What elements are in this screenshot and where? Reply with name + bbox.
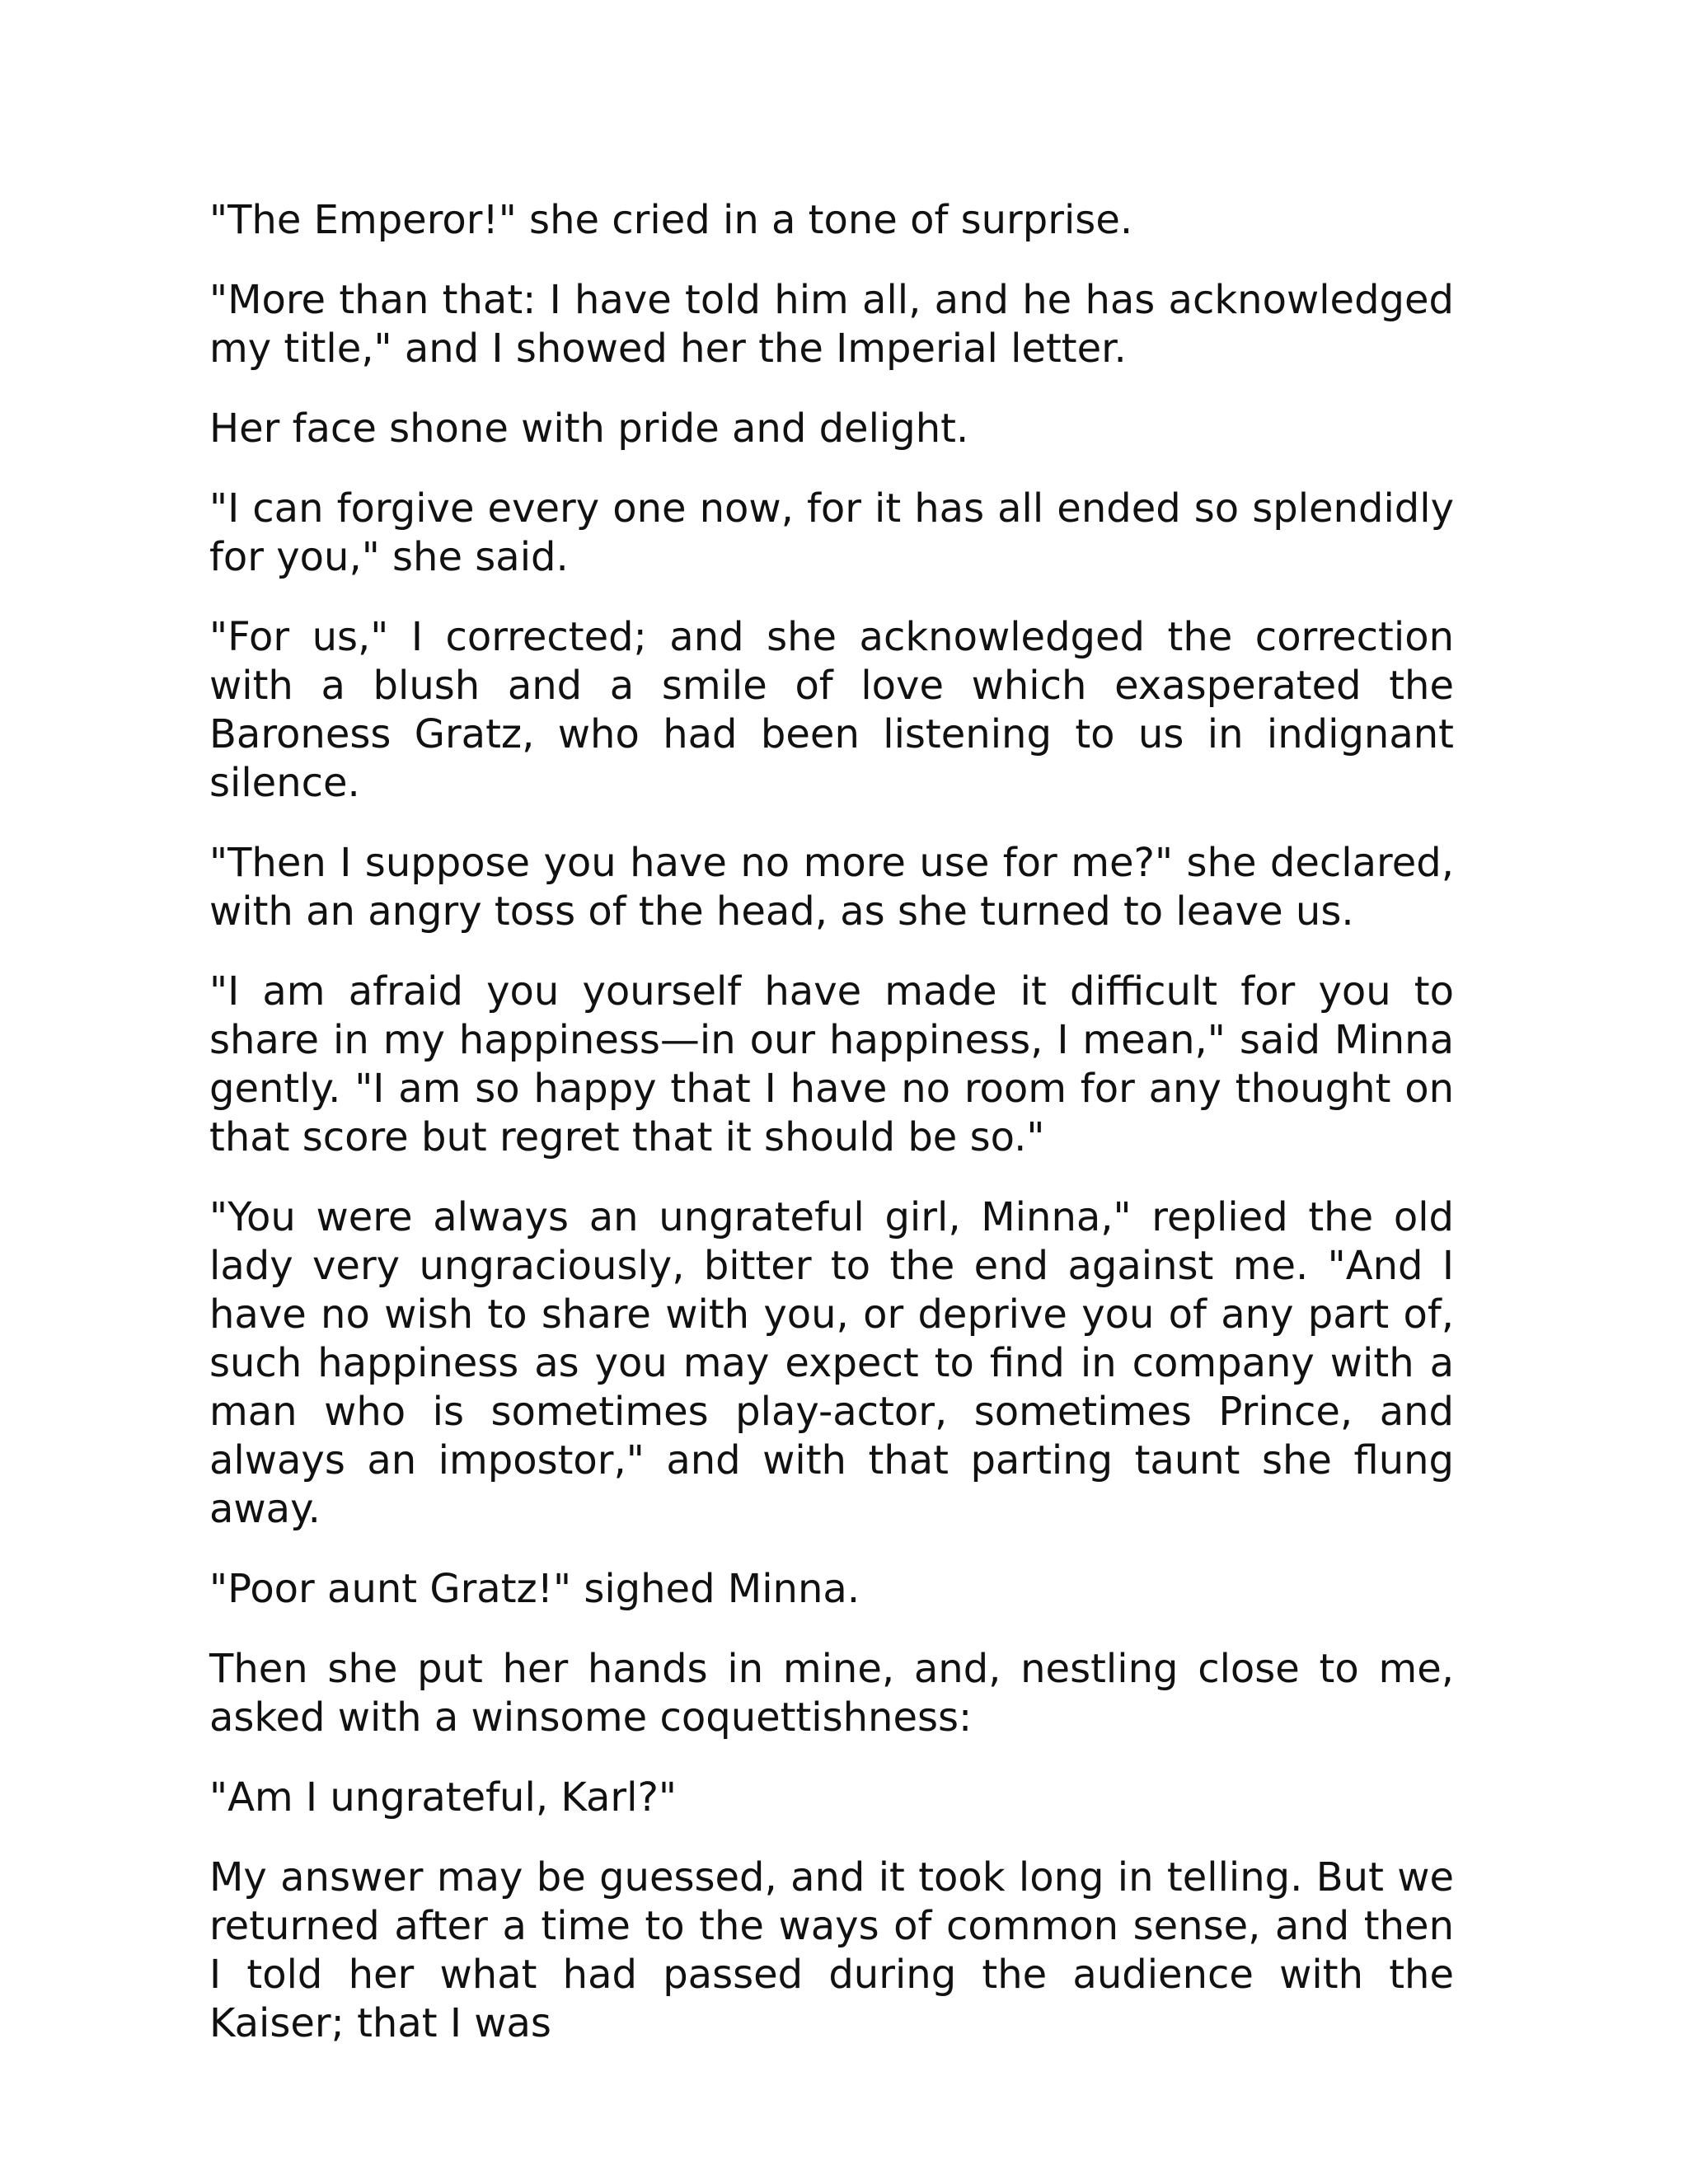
paragraph-2: "More than that: I have told him all, and he has acknowledged my title," and I showed her the Imperial letter. [209, 277, 1454, 372]
paragraph-5: "For us," I corrected; and she acknowledged the correction with a blush and a smile of love which exasperated the Baroness Gratz, who had been listening to us in indignant silence. [209, 614, 1454, 806]
paragraph-10: Then she put her hands in mine, and, nestling close to me, asked with a winsome coquettishness: [209, 1646, 1454, 1741]
paragraph-6: "Then I suppose you have no more use for me?" she declared, with an angry toss of the head, as she turned to leave us. [209, 840, 1454, 935]
page-body [209, 196, 1454, 2048]
paragraph-8: "You were always an ungrateful girl, Minna," replied the old lady very ungraciously, bitter to the end against me. "And I have no wish to share with you, or deprive you of any part of, such happiness as you may expect to find in company with a man who is sometimes play-actor, sometimes Prince, and always an impostor," and with that parting taunt she flung away. [209, 1194, 1454, 1532]
paragraph-11: "Am I ungrateful, Karl?" [209, 1774, 677, 1821]
paragraph-3: Her face shone with pride and delight. [209, 405, 969, 452]
paragraph-7: "I am afraid you yourself have made it difficult for you to share in my happiness—in our happiness, I mean," said Minna gently. "I am so happy that I have no room for any thought on that score but regret that it should be so." [209, 968, 1454, 1160]
paragraph-12: My answer may be guessed, and it took long in telling. But we returned after a time to the ways of common sense, and then I told her what had passed during the audience with the Kaiser; that I was [209, 1854, 1454, 2046]
paragraph-1: "The Emperor!" she cried in a tone of surprise. [209, 197, 1133, 243]
paragraph-4: "I can forgive every one now, for it has all ended so splendidly for you," she said. [209, 485, 1454, 580]
paragraph-9: "Poor aunt Gratz!" sighed Minna. [209, 1566, 860, 1612]
